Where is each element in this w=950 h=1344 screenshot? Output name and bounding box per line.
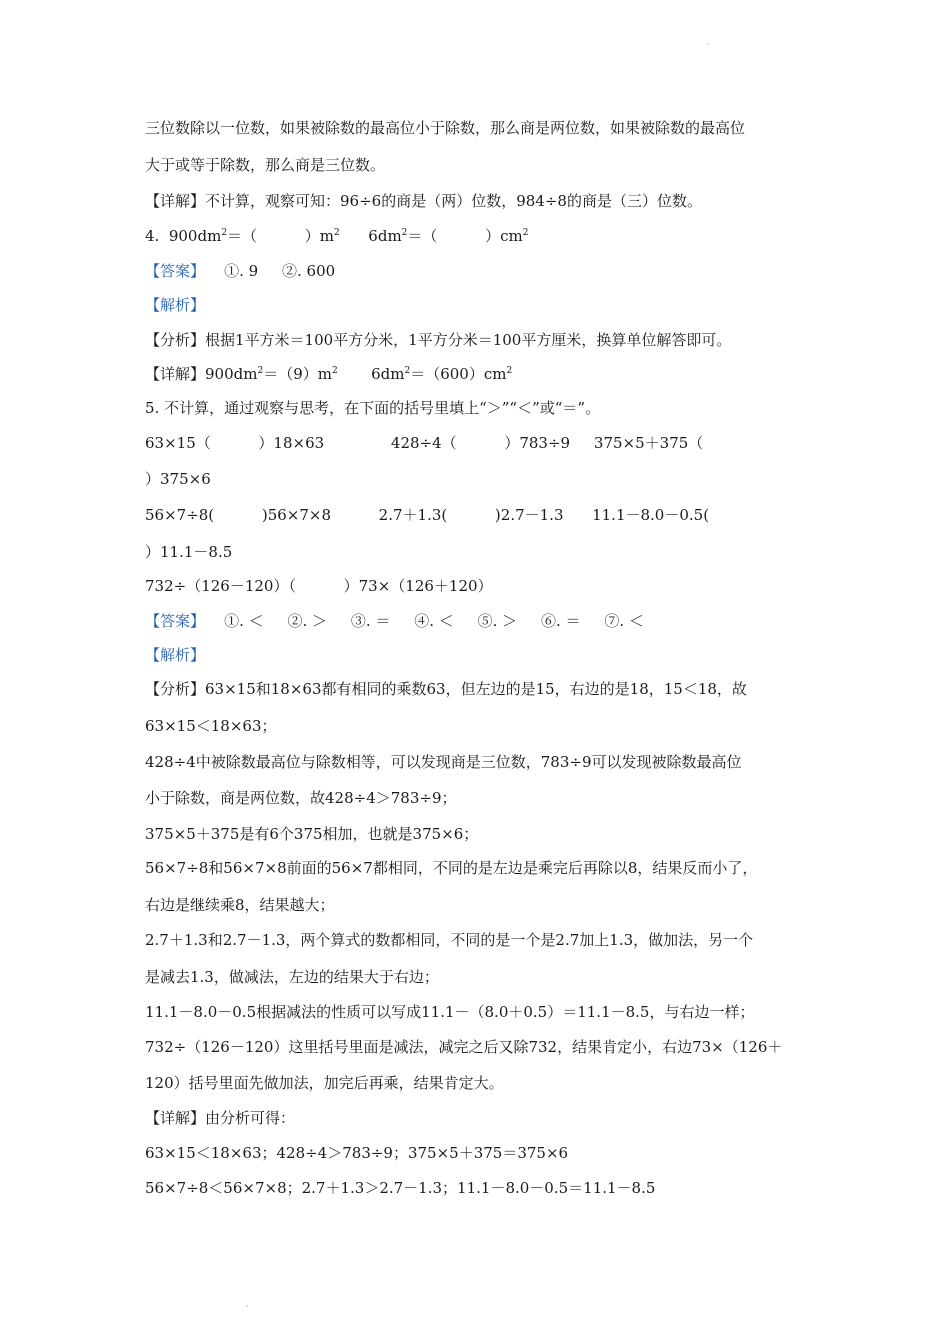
detail-line: 56×7÷8＜56×7×8；2.7＋1.3＞2.7－1.3；11.1－8.0－0.5＝11.1－8.5 — [145, 1179, 656, 1197]
analysis-line: 428÷4中被除数最高位与除数相等，可以发现商是三位数，783÷9可以发现被除数最高位 — [145, 753, 742, 771]
detail-line: 【详解】由分析可得： — [145, 1109, 296, 1127]
detail-line: 【详解】不计算，观察可知：96÷6的商是（两）位数，984÷8的商是（三）位数。 — [145, 192, 702, 210]
question-5-row: ）375×6 — [145, 470, 211, 488]
analysis-line: 2.7＋1.3和2.7－1.3，两个算式的数都相同，不同的是一个是2.7加上1.3，做加法，另一个 — [145, 931, 754, 949]
analysis-line: 120）括号里面先做加法，加完后再乘，结果肯定大。 — [145, 1074, 504, 1092]
analysis-line: 56×7÷8和56×7×8前面的56×7都相同，不同的是左边是乘完后再除以8，结果反而小了， — [145, 859, 758, 877]
answer-label: 【答案】 — [145, 612, 206, 630]
question-5-row: 56×7÷8( )56×7×8 2.7＋1.3( )2.7－1.3 11.1－8.0－0.5( — [145, 506, 710, 524]
detail-line: 63×15＜18×63；428÷4＞783÷9；375×5＋375＝375×6 — [145, 1144, 569, 1162]
text-line: 大于或等于除数，那么商是三位数。 — [145, 156, 386, 174]
text-line: 三位数除以一位数，如果被除数的最高位小于除数，那么商是两位数，如果被除数的最高位 — [145, 119, 746, 137]
analysis-4: 【分析】根据1平方米＝100平方分米，1平方分米＝100平方厘米，换算单位解答即可。 — [145, 331, 732, 349]
question-5-row: ）11.1－8.5 — [145, 543, 233, 561]
question-5-row: 732÷（126－120）（ ）73×（126＋120） — [145, 577, 493, 595]
detail-4: 【详解】$900dm^2=(9)m^2$ $6dm^2=(600)cm^2$ — [145, 365, 513, 383]
footer-dot: · — [246, 1302, 249, 1311]
analysis-line: 63×15＜18×63； — [145, 717, 277, 735]
question-4: 4. $900dm^2=$（ ）$m^2$ $6dm^2=$（ ）$cm^2$ — [145, 227, 529, 245]
answer-5: 【答案】 ①. ＜ ②. ＞ ③. ＝ ④. ＜ ⑤. ＞ ⑥. ＝ ⑦. ＜ — [145, 612, 644, 630]
analysis-line: 右边是继续乘8，结果越大； — [145, 896, 335, 914]
analysis-label: 【解析】 — [145, 296, 206, 314]
analysis-line: 375×5＋375是有6个375相加，也就是375×6； — [145, 825, 479, 843]
question-5-row: 63×15（ ）18×63 428÷4（ ）783÷9 375×5＋375（ — [145, 434, 704, 452]
analysis-label: 【解析】 — [145, 646, 206, 664]
answer-4: 【答案】 ①. 9 ②. 600 — [145, 262, 336, 280]
answer-label: 【答案】 — [145, 262, 206, 280]
header-dot: · — [707, 40, 710, 49]
analysis-line: 【分析】63×15和18×63都有相同的乘数63，但左边的是15，右边的是18，15＜18，故 — [145, 680, 747, 698]
question-5: 5. 不计算，通过观察与思考，在下面的括号里填上“＞”“＜”或“＝”。 — [145, 399, 601, 417]
analysis-line: 11.1－8.0－0.5根据减法的性质可以写成11.1－（8.0＋0.5）＝11.1－8.5，与右边一样； — [145, 1003, 755, 1021]
analysis-line: 是减去1.3，做减法，左边的结果大于右边； — [145, 968, 439, 986]
analysis-line: 732÷（126－120）这里括号里面是减法，减完之后又除732，结果肯定小，右边73×（126＋ — [145, 1038, 783, 1056]
analysis-line: 小于除数，商是两位数，故428÷4＞783÷9； — [145, 789, 457, 807]
